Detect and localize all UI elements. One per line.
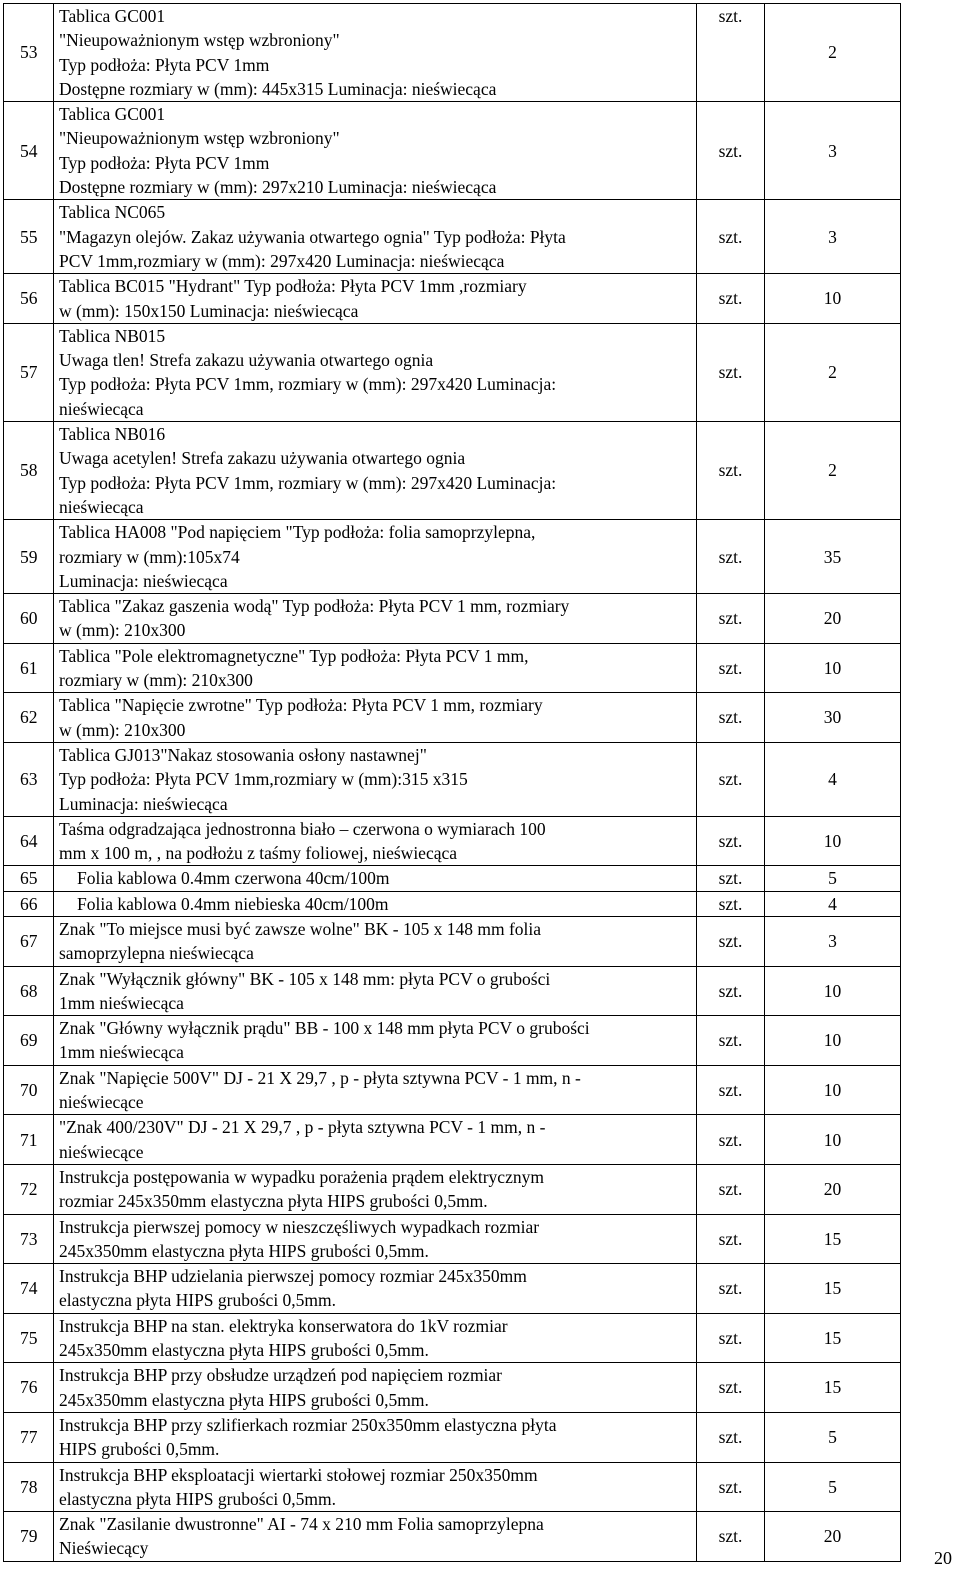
quantity-cell: 15	[765, 1214, 901, 1264]
unit-cell: szt.	[697, 1164, 765, 1214]
description-line: "Nieupoważnionym wstęp wzbroniony"	[59, 128, 340, 149]
items-table-body	[4, 4, 901, 1562]
quantity-cell: 30	[765, 693, 901, 743]
item-description	[54, 1115, 697, 1165]
table-row	[4, 916, 901, 966]
item-description	[54, 1264, 697, 1314]
quantity-cell: 2	[765, 422, 901, 520]
item-description	[54, 966, 697, 1016]
description-line: Typ podłoża: Płyta PCV 1mm	[59, 54, 270, 75]
quantity-cell: 4	[765, 742, 901, 816]
table-row	[4, 891, 901, 916]
item-description	[54, 693, 697, 743]
description-line: 245x350mm elastyczna płyta HIPS grubości 0,5mm.	[59, 1389, 429, 1410]
description-line: rozmiar 245x350mm elastyczna płyta HIPS grubości 0,5mm.	[59, 1191, 488, 1212]
table-row	[4, 274, 901, 324]
unit-cell: szt.	[697, 891, 765, 916]
description-line: Uwaga acetylen! Strefa zakazu używania otwartego ognia	[59, 448, 466, 469]
description-line: nieświecąca	[59, 496, 144, 517]
unit-cell: szt.	[697, 1412, 765, 1462]
unit-cell: szt.	[697, 966, 765, 1016]
item-description	[54, 323, 697, 421]
description-line: w (mm): 210x300	[59, 719, 186, 740]
table-row	[4, 1412, 901, 1462]
row-number: 55	[4, 200, 54, 274]
row-number: 77	[4, 1412, 54, 1462]
item-description	[54, 1313, 697, 1363]
unit-cell: szt.	[697, 1065, 765, 1115]
unit-cell: szt.	[697, 1462, 765, 1512]
row-number: 64	[4, 816, 54, 866]
description-line: Nieświecący	[59, 1538, 149, 1559]
table-row	[4, 1164, 901, 1214]
item-description	[54, 422, 697, 520]
unit-cell: szt.	[697, 643, 765, 693]
page-number: 20	[934, 1548, 952, 1568]
quantity-cell: 20	[765, 1512, 901, 1562]
description-line: "Nieupoważnionym wstęp wzbroniony"	[59, 30, 340, 51]
item-description	[54, 1164, 697, 1214]
description-line: 1mm nieświecąca	[59, 1042, 184, 1063]
description-line: Luminacja: nieświecąca	[59, 570, 228, 591]
description-line: Tablica NB016	[59, 424, 166, 445]
description-line: rozmiary w (mm):105x74	[59, 546, 240, 567]
item-description	[54, 866, 697, 891]
description-line: Folia kablowa 0.4mm czerwona 40cm/100m	[77, 868, 390, 889]
unit-cell: szt.	[697, 1115, 765, 1165]
quantity-cell: 3	[765, 916, 901, 966]
quantity-cell: 2	[765, 323, 901, 421]
description-line: "Magazyn olejów. Zakaz używania otwartego ognia" Typ podłoża: Płyta	[59, 226, 566, 247]
description-line: Dostępne rozmiary w (mm): 445x315 Luminacja: nieświecąca	[59, 78, 497, 99]
table-row	[4, 1115, 901, 1165]
description-line: Instrukcja postępowania w wypadku porażenia prądem elektrycznym	[59, 1166, 544, 1187]
description-line: Tablica GJ013"Nakaz stosowania osłony nastawnej"	[59, 744, 427, 765]
description-line: Luminacja: nieświecąca	[59, 793, 228, 814]
description-line: w (mm): 150x150 Luminacja: nieświecąca	[59, 300, 359, 321]
description-line: Znak "Zasilanie dwustronne" AI - 74 x 210 mm Folia samoprzylepna	[59, 1514, 544, 1535]
description-line: Tablica GC001	[59, 104, 166, 125]
quantity-cell: 3	[765, 102, 901, 200]
table-row	[4, 4, 901, 102]
unit-cell: szt.	[697, 594, 765, 644]
table-row	[4, 866, 901, 891]
row-number: 61	[4, 643, 54, 693]
row-number: 75	[4, 1313, 54, 1363]
unit-cell: szt.	[697, 422, 765, 520]
description-line: Tablica "Napięcie zwrotne" Typ podłoża: Płyta PCV 1 mm, rozmiary	[59, 695, 543, 716]
row-number: 67	[4, 916, 54, 966]
row-number: 60	[4, 594, 54, 644]
unit-cell: szt.	[697, 1214, 765, 1264]
row-number: 65	[4, 866, 54, 891]
row-number: 76	[4, 1363, 54, 1413]
row-number: 71	[4, 1115, 54, 1165]
item-description	[54, 102, 697, 200]
row-number: 74	[4, 1264, 54, 1314]
description-line: Instrukcja pierwszej pomocy w nieszczęśliwych wypadkach rozmiar	[59, 1216, 540, 1237]
table-row	[4, 594, 901, 644]
description-line: samoprzylepna nieświecąca	[59, 943, 254, 964]
quantity-cell: 2	[765, 4, 901, 102]
description-line: Taśma odgradzająca jednostronna biało – czerwona o wymiarach 100	[59, 818, 546, 839]
item-description	[54, 1016, 697, 1066]
description-line: Uwaga tlen! Strefa zakazu używania otwartego ognia	[59, 350, 434, 371]
description-line: Tablica GC001	[59, 6, 166, 26]
table-row	[4, 966, 901, 1016]
unit-cell: szt.	[697, 866, 765, 891]
description-line: Tablica BC015 "Hydrant" Typ podłoża: Płyta PCV 1mm ,rozmiary	[59, 276, 527, 297]
unit-cell: szt.	[697, 916, 765, 966]
description-line: 1mm nieświecąca	[59, 992, 184, 1013]
description-line: nieświecące	[59, 1141, 144, 1162]
description-line: Znak "Główny wyłącznik prądu" BB - 100 x 148 mm płyta PCV o grubości	[59, 1018, 590, 1039]
table-row	[4, 422, 901, 520]
table-row	[4, 1264, 901, 1314]
description-line: 245x350mm elastyczna płyta HIPS grubości 0,5mm.	[59, 1240, 429, 1261]
quantity-cell: 5	[765, 1462, 901, 1512]
quantity-cell: 10	[765, 1016, 901, 1066]
description-line: Znak "Wyłącznik główny" BK - 105 x 148 mm: płyta PCV o grubości	[59, 968, 551, 989]
item-description	[54, 1363, 697, 1413]
quantity-cell: 10	[765, 966, 901, 1016]
quantity-cell: 10	[765, 1115, 901, 1165]
row-number: 57	[4, 323, 54, 421]
description-line: Tablica NB015	[59, 325, 166, 346]
table-row	[4, 742, 901, 816]
unit-cell: szt.	[697, 323, 765, 421]
quantity-cell: 5	[765, 1412, 901, 1462]
table-row	[4, 200, 901, 274]
row-number: 53	[4, 4, 54, 102]
row-number: 56	[4, 274, 54, 324]
item-description	[54, 594, 697, 644]
item-description	[54, 4, 697, 102]
unit-cell: szt.	[697, 102, 765, 200]
unit-cell: szt.	[697, 1313, 765, 1363]
row-number: 72	[4, 1164, 54, 1214]
table-row	[4, 693, 901, 743]
table-row	[4, 520, 901, 594]
description-line: Instrukcja BHP udzielania pierwszej pomocy rozmiar 245x350mm	[59, 1266, 527, 1287]
table-row	[4, 1512, 901, 1562]
description-line: Folia kablowa 0.4mm niebieska 40cm/100m	[77, 893, 389, 914]
unit-cell: szt.	[697, 520, 765, 594]
quantity-cell: 5	[765, 866, 901, 891]
quantity-cell: 20	[765, 1164, 901, 1214]
quantity-cell: 15	[765, 1363, 901, 1413]
quantity-cell: 15	[765, 1313, 901, 1363]
item-description	[54, 891, 697, 916]
description-line: Instrukcja BHP na stan. elektryka konserwatora do 1kV rozmiar	[59, 1315, 508, 1336]
table-row	[4, 1462, 901, 1512]
description-line: mm x 100 m, , na podłożu z taśmy foliowej, nieświecąca	[59, 843, 458, 864]
unit-cell: szt.	[697, 1016, 765, 1066]
description-line: Instrukcja BHP przy szlifierkach rozmiar 250x350mm elastyczna płyta	[59, 1414, 557, 1435]
table-row	[4, 1065, 901, 1115]
description-line: Dostępne rozmiary w (mm): 297x210 Luminacja: nieświecąca	[59, 177, 497, 198]
quantity-cell: 10	[765, 816, 901, 866]
table-row	[4, 816, 901, 866]
item-description	[54, 1065, 697, 1115]
description-line: nieświecące	[59, 1092, 144, 1113]
item-description	[54, 816, 697, 866]
row-number: 69	[4, 1016, 54, 1066]
unit-cell: szt.	[697, 816, 765, 866]
quantity-cell: 10	[765, 274, 901, 324]
table-row	[4, 1214, 901, 1264]
unit-cell: szt.	[697, 1512, 765, 1562]
quantity-cell: 10	[765, 643, 901, 693]
description-line: Znak "To miejsce musi być zawsze wolne" BK - 105 x 148 mm folia	[59, 918, 542, 939]
item-description	[54, 1462, 697, 1512]
description-line: HIPS grubości 0,5mm.	[59, 1439, 220, 1460]
item-description	[54, 520, 697, 594]
row-number: 70	[4, 1065, 54, 1115]
quantity-cell: 20	[765, 594, 901, 644]
item-description	[54, 274, 697, 324]
description-line: Znak "Napięcie 500V" DJ - 21 X 29,7 , p - płyta sztywna PCV - 1 mm, n -	[59, 1067, 581, 1088]
table-row	[4, 1363, 901, 1413]
description-line: "Znak 400/230V" DJ - 21 X 29,7 , p - płyta sztywna PCV - 1 mm, n -	[59, 1117, 546, 1138]
description-line: PCV 1mm,rozmiary w (mm): 297x420 Luminacja: nieświecąca	[59, 250, 505, 271]
table-row	[4, 323, 901, 421]
description-line: Tablica "Zakaz gaszenia wodą" Typ podłoża: Płyta PCV 1 mm, rozmiary	[59, 596, 570, 617]
unit-cell: szt.	[697, 693, 765, 743]
description-line: Typ podłoża: Płyta PCV 1mm, rozmiary w (mm): 297x420 Luminacja:	[59, 472, 557, 493]
quantity-cell: 35	[765, 520, 901, 594]
item-description	[54, 916, 697, 966]
unit-cell: szt.	[697, 274, 765, 324]
description-line: Instrukcja BHP przy obsłudze urządzeń pod napięciem rozmiar	[59, 1365, 503, 1386]
description-line: Instrukcja BHP eksploatacji wiertarki stołowej rozmiar 250x350mm	[59, 1464, 538, 1485]
unit-cell: szt.	[697, 1363, 765, 1413]
description-line: nieświecąca	[59, 398, 144, 419]
description-line: Typ podłoża: Płyta PCV 1mm	[59, 152, 270, 173]
description-line: Typ podłoża: Płyta PCV 1mm,rozmiary w (mm):315 x315	[59, 769, 468, 790]
description-line: elastyczna płyta HIPS grubości 0,5mm.	[59, 1488, 337, 1509]
table-row	[4, 1313, 901, 1363]
item-description	[54, 742, 697, 816]
quantity-cell: 3	[765, 200, 901, 274]
quantity-cell: 4	[765, 891, 901, 916]
row-number: 78	[4, 1462, 54, 1512]
unit-cell: szt.	[697, 1264, 765, 1314]
item-description	[54, 200, 697, 274]
description-line: w (mm): 210x300	[59, 620, 186, 641]
description-line: Tablica NC065	[59, 202, 166, 223]
unit-cell: szt.	[697, 4, 765, 102]
row-number: 73	[4, 1214, 54, 1264]
description-line: Tablica "Pole elektromagnetyczne" Typ podłoża: Płyta PCV 1 mm,	[59, 645, 529, 666]
unit-cell: szt.	[697, 200, 765, 274]
description-line: rozmiary w (mm): 210x300	[59, 670, 253, 691]
table-row	[4, 102, 901, 200]
items-table	[3, 3, 901, 1562]
item-description	[54, 1214, 697, 1264]
unit-cell: szt.	[697, 742, 765, 816]
table-row	[4, 1016, 901, 1066]
description-line: 245x350mm elastyczna płyta HIPS grubości 0,5mm.	[59, 1340, 429, 1361]
description-line: elastyczna płyta HIPS grubości 0,5mm.	[59, 1290, 337, 1311]
row-number: 54	[4, 102, 54, 200]
quantity-cell: 10	[765, 1065, 901, 1115]
item-description	[54, 1412, 697, 1462]
table-row	[4, 643, 901, 693]
row-number: 68	[4, 966, 54, 1016]
description-line: Tablica HA008 "Pod napięciem "Typ podłoża: folia samoprzylepna,	[59, 522, 536, 543]
item-description	[54, 1512, 697, 1562]
row-number: 79	[4, 1512, 54, 1562]
item-description	[54, 643, 697, 693]
row-number: 58	[4, 422, 54, 520]
row-number: 62	[4, 693, 54, 743]
row-number: 59	[4, 520, 54, 594]
quantity-cell: 15	[765, 1264, 901, 1314]
description-line: Typ podłoża: Płyta PCV 1mm, rozmiary w (mm): 297x420 Luminacja:	[59, 374, 557, 395]
row-number: 63	[4, 742, 54, 816]
row-number: 66	[4, 891, 54, 916]
